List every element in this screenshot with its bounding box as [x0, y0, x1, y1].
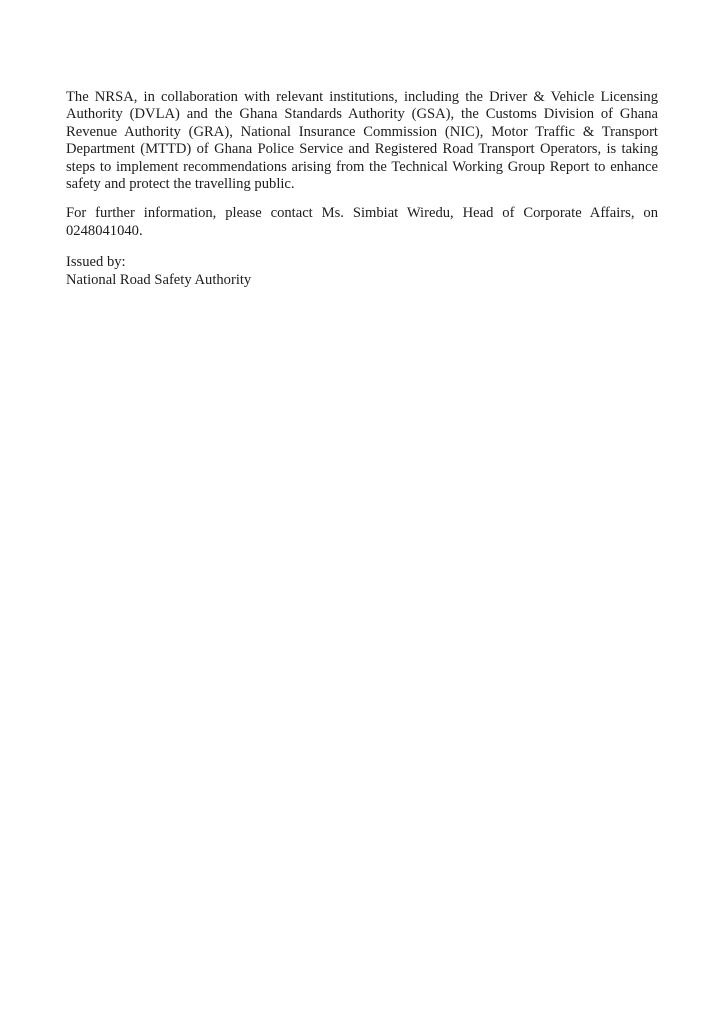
issuer-name: National Road Safety Authority [66, 271, 252, 288]
paragraph-nrsa-collaboration: The NRSA, in collaboration with relevant institutions, including the Driver & Vehicle Licensing Authority (DVLA) and the Ghana Standards Authority (GSA), the Customs Division of Ghana Revenue Authority (GRA), National Insurance Commission (NIC), Motor Traffic & Transport Department (MTTD) of Ghana Police Service and Registered Road Transport Operators, is taking steps to implement recommendations arising from the Technical Working Group Report to enhance safety and protect the travelling public. [66, 89, 658, 193]
issued-by-label: Issued by: [66, 254, 126, 271]
signoff-block [66, 254, 658, 289]
paragraph-contact-info: For further information, please contact Ms. Simbiat Wiredu, Head of Corporate Affairs, on 0248041040. [66, 205, 658, 239]
